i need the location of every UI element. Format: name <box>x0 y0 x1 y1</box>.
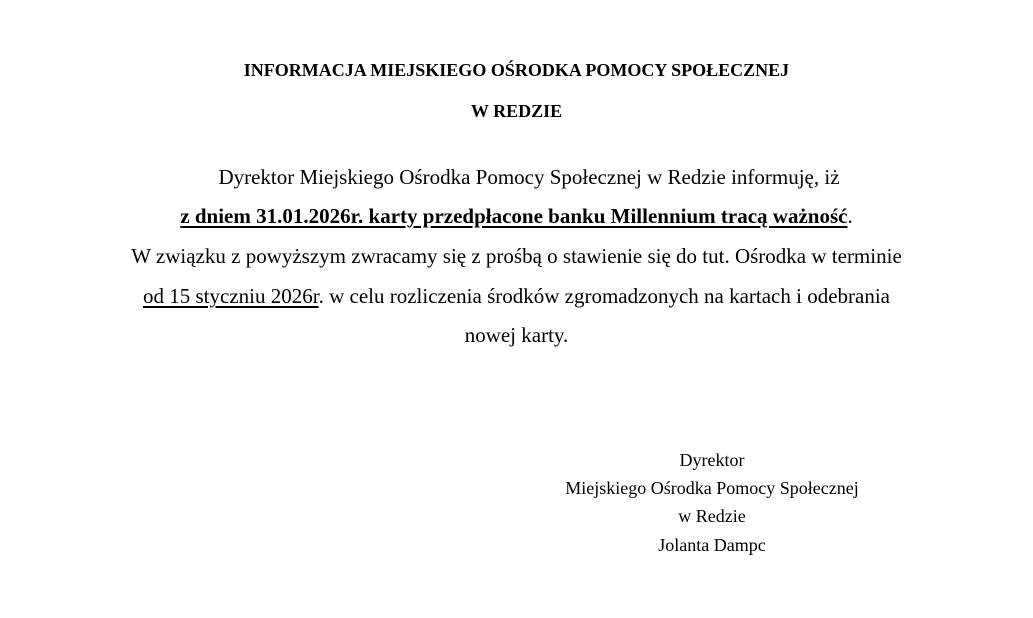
signature-title: Dyrektor <box>679 450 745 470</box>
body-line-2 <box>0 204 1033 229</box>
signature-name: Jolanta Dampc <box>658 535 766 555</box>
body-line-2-end: . <box>847 204 853 228</box>
document-title: INFORMACJA MIEJSKIEGO OŚRODKA POMOCY SPOŁECZNEJ <box>243 60 790 80</box>
body-line-4 <box>0 284 1033 309</box>
body-line-4-rest: . w celu rozliczenia środków zgromadzonych na kartach i odebrania <box>318 284 890 308</box>
body-line-3: W związku z powyższym zwracamy się z prośbą o stawienie się do tut. Ośrodka w terminie <box>131 244 902 268</box>
body-line-1: Dyrektor Miejskiego Ośrodka Pomocy Społecznej w Redzie informuję, iż <box>218 165 840 189</box>
signature-institution: Miejskiego Ośrodka Pomocy Społecznej <box>565 478 859 498</box>
expiry-notice: z dniem 31.01.2026r. karty przedpłacone banku Millennium tracą ważność <box>180 204 848 228</box>
document-subtitle: W REDZIE <box>470 101 563 121</box>
signature-location: w Redzie <box>678 506 746 526</box>
start-date: od 15 styczniu 2026r <box>143 284 319 308</box>
body-line-5: nowej karty. <box>464 323 569 347</box>
